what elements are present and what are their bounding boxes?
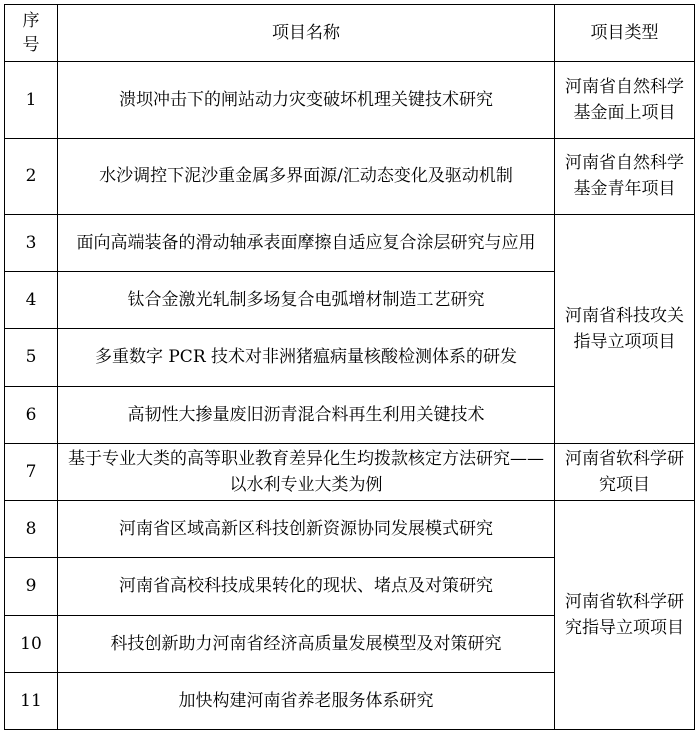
row-number: 5 xyxy=(5,329,58,386)
row-number: 6 xyxy=(5,386,58,443)
project-name: 多重数字 PCR 技术对非洲猪瘟病量核酸检测体系的研发 xyxy=(58,329,555,386)
project-name: 河南省区域高新区科技创新资源协同发展模式研究 xyxy=(58,501,555,558)
table-row xyxy=(5,443,695,500)
row-number: 1 xyxy=(5,62,58,138)
table-row xyxy=(5,501,695,558)
project-name: 钛合金激光轧制多场复合电弧增材制造工艺研究 xyxy=(58,272,555,329)
row-number: 9 xyxy=(5,558,58,615)
row-number: 3 xyxy=(5,214,58,271)
project-type: 河南省自然科学基金面上项目 xyxy=(555,62,695,138)
row-number: 10 xyxy=(5,615,58,672)
project-name: 科技创新助力河南省经济高质量发展模型及对策研究 xyxy=(58,615,555,672)
project-name: 溃坝冲击下的闸站动力灾变破坏机理关键技术研究 xyxy=(58,62,555,138)
project-type: 河南省自然科学基金青年项目 xyxy=(555,138,695,214)
row-number: 8 xyxy=(5,501,58,558)
project-type: 河南省软科学研究项目 xyxy=(555,443,695,500)
header-type: 项目类型 xyxy=(555,5,695,62)
header-number: 序号 xyxy=(5,5,58,62)
project-name: 基于专业大类的高等职业教育差异化生均拨款核定方法研究——以水利专业大类为例 xyxy=(58,443,555,500)
project-name: 水沙调控下泥沙重金属多界面源/汇动态变化及驱动机制 xyxy=(58,138,555,214)
row-number: 11 xyxy=(5,672,58,729)
table-header-row xyxy=(5,5,695,62)
row-number: 4 xyxy=(5,272,58,329)
table-row xyxy=(5,138,695,214)
project-name: 加快构建河南省养老服务体系研究 xyxy=(58,672,555,729)
project-type: 河南省科技攻关指导立项项目 xyxy=(555,214,695,443)
project-table xyxy=(4,4,695,730)
project-name: 河南省高校科技成果转化的现状、堵点及对策研究 xyxy=(58,558,555,615)
project-type: 河南省软科学研究指导立项项目 xyxy=(555,501,695,730)
project-name: 面向高端装备的滑动轴承表面摩擦自适应复合涂层研究与应用 xyxy=(58,214,555,271)
table-row xyxy=(5,62,695,138)
header-name: 项目名称 xyxy=(58,5,555,62)
row-number: 2 xyxy=(5,138,58,214)
table-row xyxy=(5,214,695,271)
project-name: 高韧性大掺量废旧沥青混合料再生利用关键技术 xyxy=(58,386,555,443)
row-number: 7 xyxy=(5,443,58,500)
